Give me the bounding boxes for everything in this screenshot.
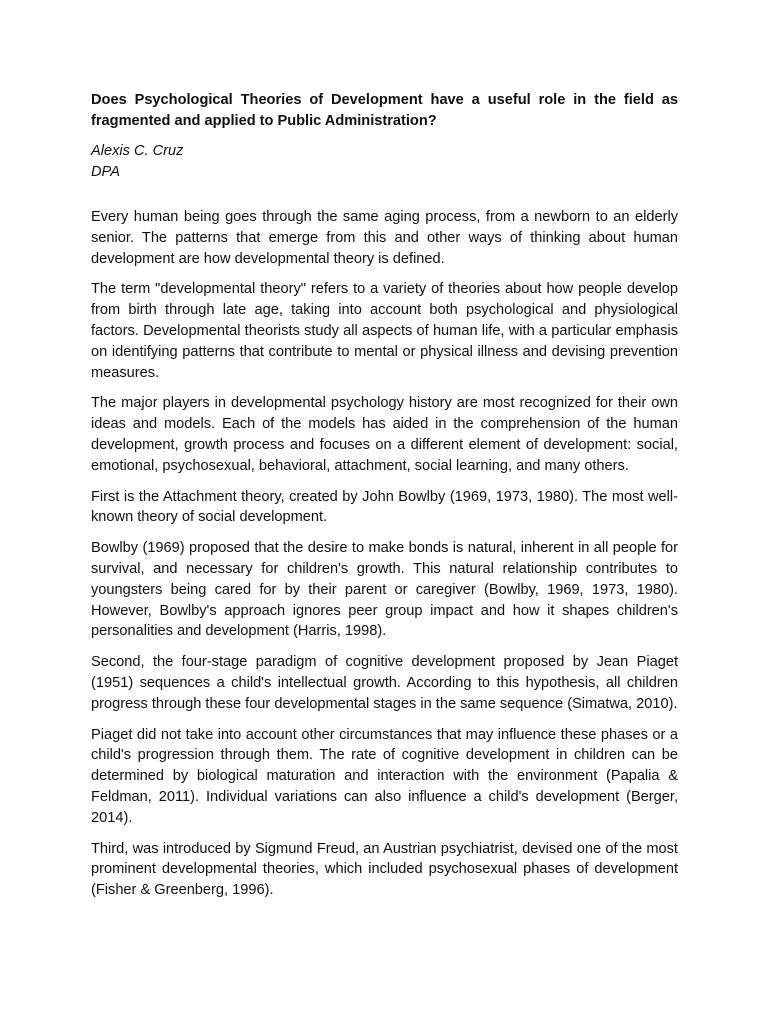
paragraph: Every human being goes through the same aging process, from a newborn to an elderly senior. The patterns that emerge from this and other ways of thinking about human development are how developmental theory is defined. bbox=[91, 209, 678, 267]
paragraph: The term "developmental theory" refers to a variety of theories about how people develop from birth through late age, taking into account both psychological and physiological factors. Developmental theorists study all aspects of human life, with a particular emphasis on identifying patterns that contribute to mental or physical illness and devising prevention measures. bbox=[91, 281, 678, 381]
paragraph: Bowlby (1969) proposed that the desire to make bonds is natural, inherent in all people for survival, and necessary for children's growth. This natural relationship contributes to youngsters being cared for by their parent or caregiver (Bowlby, 1969, 1973, 1980). However, Bowlby's approach ignores peer group impact and how it shapes children's personalities and development (Harris, 1998). bbox=[91, 540, 678, 640]
paragraph: Piaget did not take into account other circumstances that may influence these phases or a child's progression through them. The rate of cognitive development in children can be determined by biological maturation and interaction with the environment (Papalia & Feldman, 2011). Individual variations can also influence a child's development (Berger, 2014). bbox=[91, 726, 678, 826]
paragraph: The major players in developmental psychology history are most recognized for their own ideas and models. Each of the models has aided in the comprehension of the human development, growth process and focuses on a different element of development: social, emotional, psychosexual, behavioral, attachment, social learning, and many others. bbox=[91, 395, 678, 474]
document-body bbox=[91, 207, 678, 901]
author-name: Alexis C. Cruz bbox=[91, 143, 184, 159]
document-title: Does Psychological Theories of Development have a useful role in the field as fragmented and applied to Public Administration? bbox=[91, 92, 678, 129]
paragraph: Third, was introduced by Sigmund Freud, an Austrian psychiatrist, devised one of the most prominent developmental theories, which included psychosexual phases of development (Fisher & Greenberg, 1996). bbox=[91, 840, 678, 899]
author-block bbox=[91, 141, 678, 183]
author-degree: DPA bbox=[91, 164, 120, 180]
paragraph: Second, the four-stage paradigm of cognitive development proposed by Jean Piaget (1951) sequences a child's intellectual growth. According to this hypothesis, all children progress through these four developmental stages in the same sequence (Simatwa, 2010). bbox=[91, 654, 678, 712]
paragraph: First is the Attachment theory, created by John Bowlby (1969, 1973, 1980). The most well-known theory of social development. bbox=[91, 488, 678, 526]
